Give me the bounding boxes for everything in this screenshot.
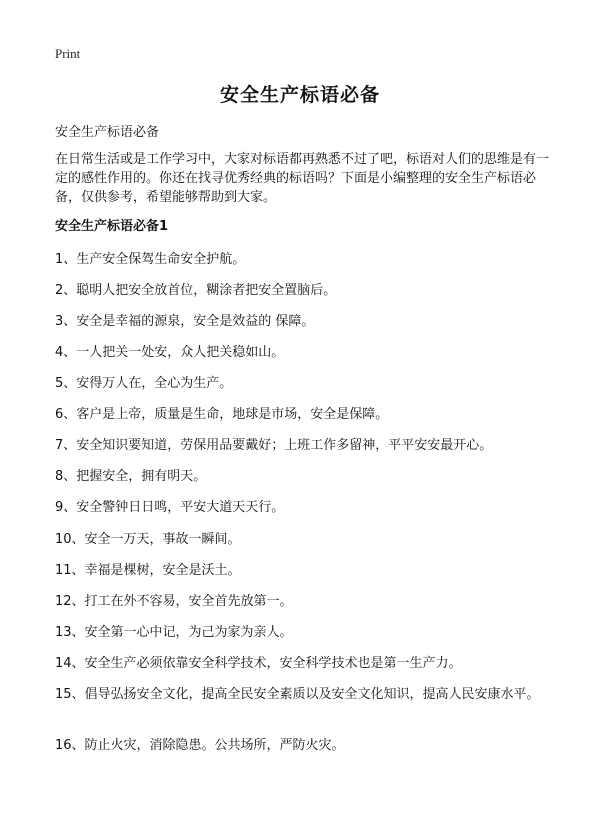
slogan-item: 8、把握安全，拥有明天。 <box>55 469 207 484</box>
slogan-item: 1、生产安全保驾生命安全护航。 <box>55 252 246 267</box>
slogan-item: 13、安全第一心中记，为己为家为亲人。 <box>55 625 293 640</box>
slogan-item: 9、安全警钟日日鸣，平安大道天天行。 <box>55 500 285 515</box>
slogan-item: 4、一人把关一处安，众人把关稳如山。 <box>55 345 285 360</box>
intro-paragraph: 在日常生活或是工作学习中，大家对标语都再熟悉不过了吧，标语对人们的思维是有一定的感性作用的。你还在找寻优秀经典的标语吗？下面是小编整理的安全生产标语必备，仅供参考，希望能够帮助到大家。 <box>55 152 550 205</box>
slogan-item: 3、安全是幸福的源泉，安全是效益的 保障。 <box>55 314 315 329</box>
slogan-item: 16、防止火灾，消除隐患。公共场所，严防火灾。 <box>55 738 345 753</box>
slogan-item: 11、幸福是棵树，安全是沃土。 <box>55 563 241 578</box>
slogan-item: 6、客户是上帝，质量是生命，地球是市场，安全是保障。 <box>55 407 389 422</box>
slogan-item: 2、聪明人把安全放首位，糊涂者把安全置脑后。 <box>55 283 337 298</box>
document-title: 安全生产标语必备 <box>219 84 380 106</box>
slogan-item: 12、打工在外不容易，安全首先放第一。 <box>55 594 293 609</box>
print-link[interactable]: Print <box>55 46 81 61</box>
document-subtitle: 安全生产标语必备 <box>55 125 160 140</box>
slogan-item: 7、安全知识要知道，劳保用品要戴好；上班工作多留神，平平安安最开心。 <box>55 438 493 453</box>
section-heading: 安全生产标语必备1 <box>55 219 169 234</box>
slogan-item: 15、倡导弘扬安全文化，提高全民安全素质以及安全文化知识，提高人民安康水平。 <box>55 687 540 702</box>
slogan-item: 5、安得万人在，全心为生产。 <box>55 376 233 391</box>
slogan-item: 14、安全生产必须依靠安全科学技术，安全科学技术也是第一生产力。 <box>55 656 462 671</box>
slogan-item: 10、安全一万天，事故一瞬间。 <box>55 532 241 547</box>
